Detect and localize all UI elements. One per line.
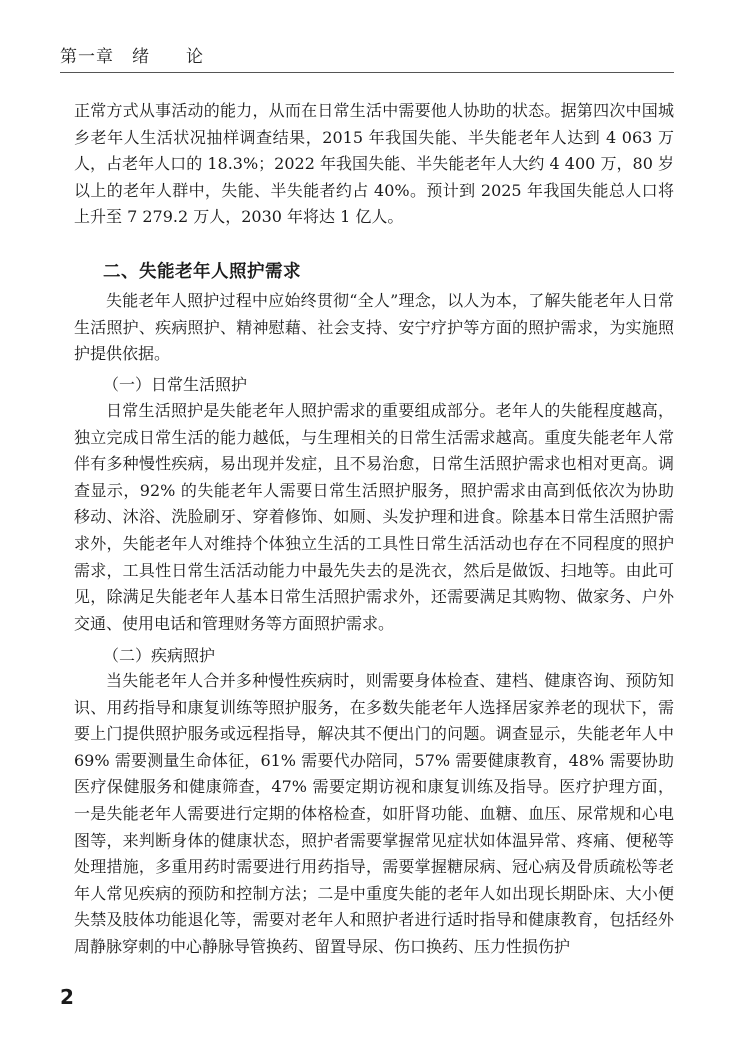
paragraph-2: 失能老年人照护过程中应始终贯彻“全人”理念，以人为本，了解失能老年人日常生活照护、疾病照护、精神慰藉、社会支持、安宁疗护等方面的照护需求，为实施照护提供依据。 [74, 291, 674, 364]
paragraph-4: 当失能老年人合并多种慢性疾病时，则需要身体检查、建档、健康咨询、预防知识、用药指导和康复训练等照护服务，在多数失能老年人选择居家养老的现状下，需要上门提供照护服务或远程指导，解决其不便出门的问题。调查显示，失能老年人中 69% 需要测量生命体征，61% 需要代办陪同，57% 需要健康教育，48% 需要协助医疗保健服务和健康筛查，47% 需要定期访视和康复训练及指导。医疗护理方面，一是失能老年人需要进行定期的体格检查，如肝肾功能、血糖、血压、尿常规和心电图等，来判断身体的健康状态，照护者需要掌握常见症状如体温异常、疼痛、便秘等处理措施，多重用药时需要进行用药指导，需要掌握糖尿病、冠心病及骨质疏松等老年人常见疾病的预防和控制方法；二是中重度失能的老年人如出现长期卧床、大小便失禁及肢体功能退化等，需要对老年人和照护者进行适时指导和健康教育，包括经外周静脉穿刺的中心静脉导管换药、留置导尿、伤口换药、压力性损伤护 [74, 671, 674, 956]
header-rule [60, 72, 674, 73]
paragraph-1: 正常方式从事活动的能力，从而在日常生活中需要他人协助的状态。据第四次中国城乡老年人生活状况抽样调查结果，2015 年我国失能、半失能老年人达到 4 063 万人，占老年人口的 18.3%；2022 年我国失能、半失能老年人大约 4 400 万，80 岁以上的老年人群中，失能、半失能者约占 40%。预计到 2025 年我国失能总人口将上升至 7 279.2 万人，2030 年将达 1 亿人。 [74, 101, 674, 227]
page-number: 2 [60, 985, 74, 1009]
paragraph-3: 日常生活照护是失能老年人照护需求的重要组成部分。老年人的失能程度越高，独立完成日常生活的能力越低，与生理相关的日常生活需求越高。重度失能老年人常伴有多种慢性疾病，易出现并发症，且不易治愈，日常生活照护需求也相对更高。调查显示，92% 的失能老年人需要日常生活照护服务，照护需求由高到低依次为协助移动、沐浴、洗脸刷牙、穿着修饰、如厕、头发护理和进食。除基本日常生活照护需求外，失能老年人对维持个体独立生活的工具性日常生活活动也存在不同程度的照护需求，工具性日常生活活动能力中最先失去的是洗衣，然后是做饭、扫地等。由此可见，除满足失能老年人基本日常生活照护需求外，还需要满足其购物、做家务、户外交通、使用电话和管理财务等方面照护需求。 [74, 401, 674, 633]
section-heading: 二、失能老年人照护需求 [103, 262, 301, 282]
subheading-disease-care: （二）疾病照护 [103, 646, 216, 665]
running-header: 第一章 绪 论 [60, 47, 204, 67]
subheading-daily-care: （一）日常生活照护 [103, 375, 248, 394]
